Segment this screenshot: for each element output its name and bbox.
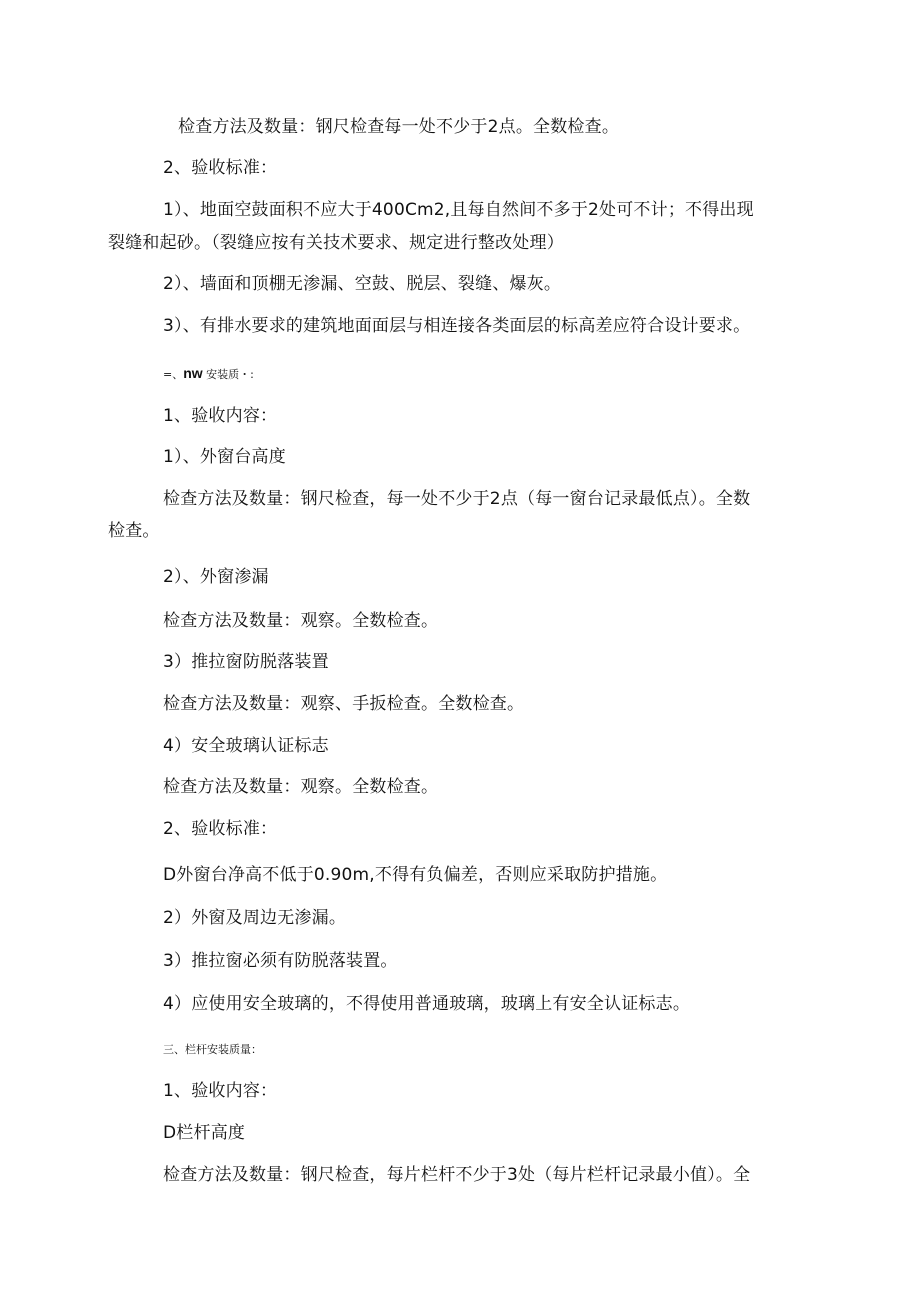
heading-suffix: 安装质・:	[202, 368, 254, 381]
section-heading: 1、验收内容：	[163, 406, 278, 426]
paragraph-line: 裂缝和起砂。（裂缝应按有关技术要求、规定进行整改处理）	[108, 233, 564, 253]
chapter-heading-railing: 三、栏杆安装质量：	[163, 1043, 262, 1056]
paragraph-line: 2）、外窗渗漏	[163, 567, 269, 587]
paragraph-line: 1）、外窗台高度	[163, 447, 286, 467]
paragraph-line: 检查方法及数量：观察、手扳检查。全数检查。	[163, 694, 525, 714]
paragraph-line: 检查方法及数量：观察。全数检查。	[163, 611, 439, 631]
heading-prefix: =、	[163, 368, 184, 381]
heading-bold-text: nw	[183, 365, 203, 381]
section-heading: 1、验收内容：	[163, 1081, 278, 1101]
paragraph-line: 3）推拉窗防脱落装置	[163, 652, 329, 672]
paragraph-line: D外窗台净高不低于0.90m,不得有负偏差，否则应采取防护措施。	[163, 865, 668, 885]
paragraph-line: 检查方法及数量：钢尺检查每一处不少于2点。全数检查。	[178, 117, 620, 137]
section-heading: 2、验收标准：	[163, 819, 278, 839]
chapter-heading-window	[163, 365, 254, 383]
section-heading: 2、验收标准：	[163, 158, 278, 178]
paragraph-line: 1）、地面空鼓面积不应大于400Cm2,且每自然间不多于2处可不计；不得出现	[163, 200, 754, 220]
paragraph-line: 2）、墙面和顶棚无渗漏、空鼓、脱层、裂缝、爆灰。	[163, 274, 562, 294]
paragraph-line: 检查方法及数量：观察。全数检查。	[163, 777, 439, 797]
paragraph-line: 4）安全玻璃认证标志	[163, 736, 329, 756]
paragraph-line: 4）应使用安全玻璃的，不得使用普通玻璃，玻璃上有安全认证标志。	[163, 994, 691, 1014]
paragraph-line: 检查方法及数量：钢尺检查，每片栏杆不少于3处（每片栏杆记录最小值）。全	[163, 1165, 751, 1185]
paragraph-line: 3）推拉窗必须有防脱落装置。	[163, 951, 398, 971]
paragraph-line: 3）、有排水要求的建筑地面面层与相连接各类面层的标高差应符合设计要求。	[163, 316, 751, 336]
paragraph-line: D栏杆高度	[163, 1123, 246, 1143]
paragraph-line: 2）外窗及周边无渗漏。	[163, 908, 347, 928]
paragraph-line: 检查方法及数量：钢尺检查，每一处不少于2点（每一窗台记录最低点）。全数	[163, 489, 751, 509]
paragraph-line: 检查。	[108, 521, 160, 541]
